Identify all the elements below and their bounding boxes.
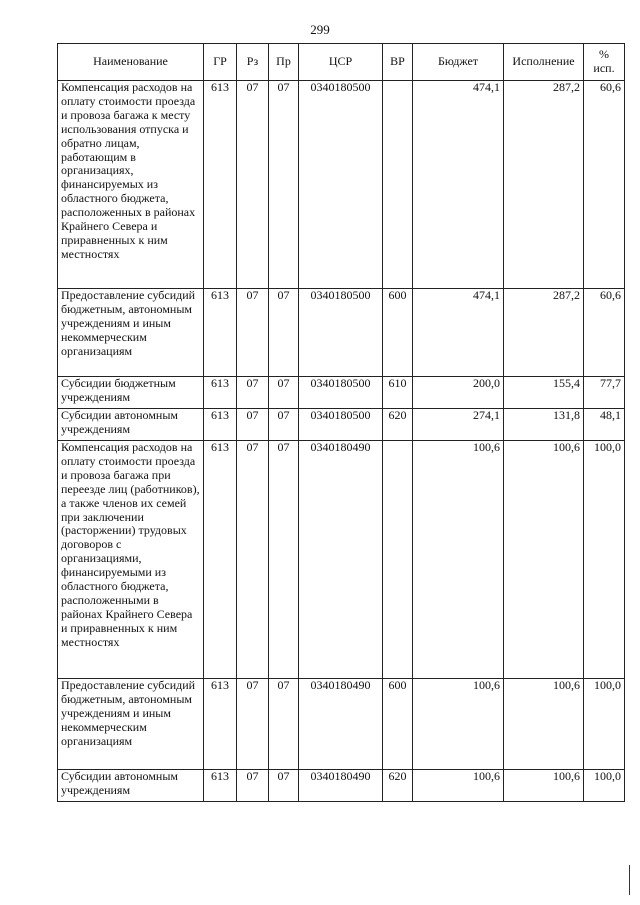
row-gr: 613 [204,289,237,377]
row-vr: 620 [383,770,413,802]
row-budget: 200,0 [413,377,504,409]
row-budget: 100,6 [413,441,504,679]
header-execution: Исполнение [504,44,584,81]
header-pct: % исп. [584,44,625,81]
row-rz: 07 [237,679,269,770]
row-vr: 610 [383,377,413,409]
row-csr: 0340180500 [299,377,383,409]
row-pct: 100,0 [584,441,625,679]
row-csr: 0340180500 [299,289,383,377]
row-name: Предоставление субсидий бюджетным, автономным учреждениям и иным некоммерческим организациям [58,289,204,377]
row-pr: 07 [269,679,299,770]
table-row [58,770,625,802]
row-budget: 274,1 [413,409,504,441]
row-rz: 07 [237,377,269,409]
row-pct: 60,6 [584,289,625,377]
row-pr: 07 [269,81,299,289]
table-row [58,409,625,441]
row-execution: 100,6 [504,679,584,770]
budget-table [57,43,625,802]
row-vr: 600 [383,289,413,377]
row-csr: 0340180490 [299,770,383,802]
row-execution: 100,6 [504,441,584,679]
row-name: Компенсация расходов на оплату стоимости проезда и провоза багажа при переезде лиц (работников), а также членов их семей при заключении (расторжении) трудовых договоров с организациями, финансируемыми из областного бюджета, расположенными в районах Крайнего Севера и приравненных к ним местностях [58,441,204,679]
row-vr [383,441,413,679]
header-name: Наименование [58,44,204,81]
row-name: Субсидии автономным учреждениям [58,409,204,441]
header-row [58,44,625,81]
header-csr: ЦСР [299,44,383,81]
row-pr: 07 [269,409,299,441]
row-budget: 100,6 [413,679,504,770]
table-row [58,679,625,770]
row-rz: 07 [237,441,269,679]
row-rz: 07 [237,81,269,289]
row-name: Предоставление субсидий бюджетным, автономным учреждениям и иным некоммерческим организациям [58,679,204,770]
row-gr: 613 [204,770,237,802]
row-execution: 287,2 [504,81,584,289]
row-name: Субсидии бюджетным учреждениям [58,377,204,409]
row-rz: 07 [237,770,269,802]
row-pr: 07 [269,377,299,409]
row-name: Компенсация расходов на оплату стоимости проезда и провоза багажа к месту использования отпуска и обратно лицам, работающим в организациях, финансируемых из областного бюджета, расположенных в районах Крайнего Севера и приравненных к ним местностях [58,81,204,289]
margin-mark [629,865,630,895]
row-budget: 474,1 [413,81,504,289]
row-pr: 07 [269,289,299,377]
header-gr: ГР [204,44,237,81]
row-csr: 0340180490 [299,679,383,770]
page-number: 299 [310,22,330,37]
row-gr: 613 [204,81,237,289]
row-pr: 07 [269,441,299,679]
row-pct: 60,6 [584,81,625,289]
row-vr: 600 [383,679,413,770]
row-budget: 474,1 [413,289,504,377]
header-rz: Рз [237,44,269,81]
header-budget: Бюджет [413,44,504,81]
row-vr: 620 [383,409,413,441]
table-row [58,289,625,377]
row-pct: 100,0 [584,679,625,770]
row-csr: 0340180490 [299,441,383,679]
table-row [58,377,625,409]
row-vr [383,81,413,289]
row-gr: 613 [204,679,237,770]
row-execution: 131,8 [504,409,584,441]
row-gr: 613 [204,409,237,441]
row-execution: 287,2 [504,289,584,377]
table-row [58,81,625,289]
row-budget: 100,6 [413,770,504,802]
row-gr: 613 [204,441,237,679]
row-csr: 0340180500 [299,81,383,289]
row-rz: 07 [237,289,269,377]
header-pr: Пр [269,44,299,81]
row-pct: 48,1 [584,409,625,441]
row-execution: 155,4 [504,377,584,409]
row-execution: 100,6 [504,770,584,802]
row-pct: 77,7 [584,377,625,409]
row-name: Субсидии автономным учреждениям [58,770,204,802]
row-pr: 07 [269,770,299,802]
row-gr: 613 [204,377,237,409]
row-rz: 07 [237,409,269,441]
row-csr: 0340180500 [299,409,383,441]
header-vr: ВР [383,44,413,81]
table-row [58,441,625,679]
row-pct: 100,0 [584,770,625,802]
